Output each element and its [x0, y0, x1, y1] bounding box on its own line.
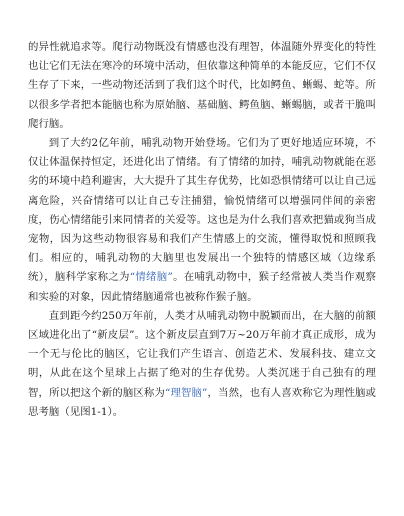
document-body — [28, 38, 376, 422]
paragraph-3-text-b: ，当然，也有人喜欢称它为理性脑或思考脑（见图1-1）。 — [28, 386, 377, 418]
paragraph-1-text: 的异性就追求等。爬行动物既没有情感也没有理智，体温随外界变化的特性也让它们无法在寒冷的环境中活动，但依靠这种简单的本能反应，它们不仅生存了下来，一些动物还活到了我们这个时代，比如鳄鱼、蜥蜴、蛇等。所以很多学者把本能脑也称为原始脑、基础脑、鳄鱼脑、蜥蜴脑，或者干脆叫爬行脑。 — [28, 41, 376, 130]
paragraph-2-text-b: 。在哺乳动物中，猴子经常被人类当作观察和实验的对象，因此情绪脑通常也被称作猴子脑。 — [28, 271, 376, 303]
emotion-brain-term: “情绪脑” — [129, 271, 173, 284]
paragraph-3-text-a: 直到距今约250万年前，人类才从哺乳动物中脱颖而出，在大脑的前额区域进化出了“新皮层”。这个新皮层直到7万~20万年前才真正成形，成为一个无与伦比的脑区，它让我们产生语言、创造艺术、发展科技、建立文明，从此在这个星球上占据了绝对的生存优势。人类沉迷于自己独有的理智，所以把这个新的脑区称为 — [28, 309, 376, 399]
paragraph-1 — [28, 38, 376, 134]
rational-brain-term: “理智脑” — [164, 386, 208, 399]
paragraph-2-text-a: 到了大约2亿年前，哺乳动物开始登场。它们为了更好地适应环境，不仅让体温保持恒定，还进化出了情绪。有了情绪的加持，哺乳动物就能在恶劣的环境中趋利避害，大大提升了其生存优势，比如恐惧情绪可以让自己远离危险，兴奋情绪可以让自己专注捕猎，愉悦情绪可以增强同伴间的亲密度，伤心情绪能引来同情者的关爱等。这也是为什么我们喜欢把猫或狗当成宠物，因为这些动物很容易和我们产生情感上的交流，懂得取悦和照顾我们。相应的，哺乳动物的大脑里也发展出一个独特的情感区域（边缘系统），脑科学家称之为 — [28, 137, 376, 284]
paragraph-3 — [28, 307, 376, 422]
paragraph-2 — [28, 134, 376, 307]
